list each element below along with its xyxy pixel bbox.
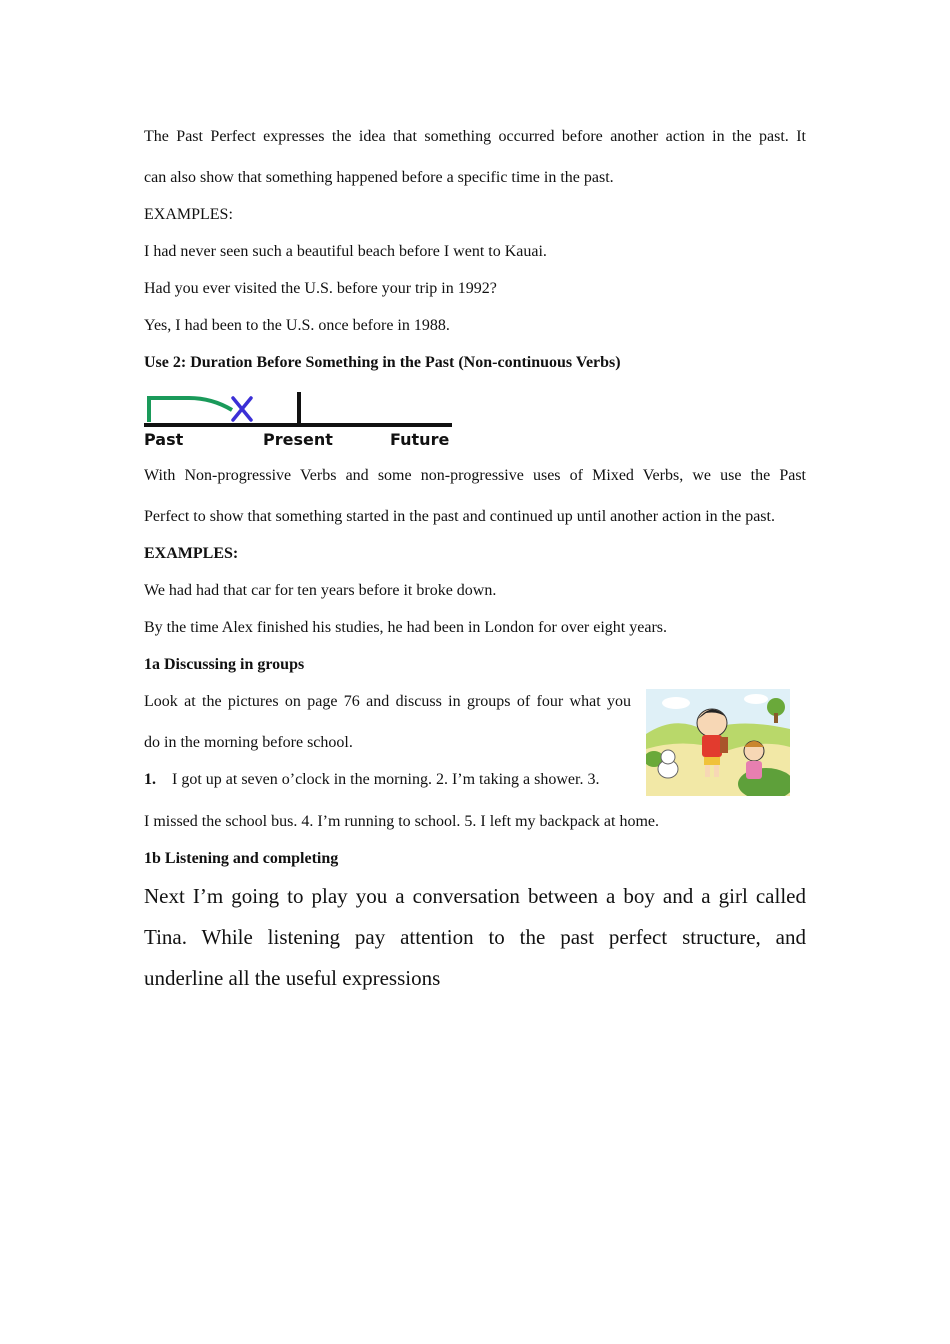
section-1b-line-3: underline all the useful expressions <box>144 966 441 990</box>
section-1a-list-line-2: I missed the school bus. 4. I’m running to school. 5. I left my backpack at home. <box>144 813 660 830</box>
example-sentence: I had never seen such a beautiful beach before I went to Kauai. <box>144 243 547 260</box>
intro-line-2: can also show that something happened before a specific time in the past. <box>144 169 614 186</box>
use2-text-line-1: With Non-progressive Verbs and some non-progressive uses of Mixed Verbs, we use the Past <box>144 467 806 484</box>
use2-heading: Use 2: Duration Before Something in the Past (Non-continuous Verbs) <box>144 354 621 371</box>
examples-heading: EXAMPLES: <box>144 206 233 223</box>
timeline-label-present: Present <box>263 430 333 448</box>
example-sentence: We had had that car for ten years before it broke down. <box>144 582 497 599</box>
section-1a-list-line-1 <box>144 770 631 790</box>
section-1b-line-1: Next I’m going to play you a conversation between a boy and a girl called <box>144 884 806 908</box>
use2-text-line-2: Perfect to show that something started in the past and continued up until another action in the past. <box>144 508 775 525</box>
timeline-diagram <box>144 390 456 448</box>
timeline-arc <box>149 398 232 422</box>
section-1b-line-2: Tina. While listening pay attention to the past perfect structure, and <box>144 925 806 949</box>
example-sentence: Had you ever visited the U.S. before your trip in 1992? <box>144 280 497 297</box>
cartoon-illustration <box>646 689 790 796</box>
examples-heading-bold: EXAMPLES: <box>144 545 239 562</box>
section-1a-heading: 1a Discussing in groups <box>144 656 305 673</box>
section-1b-heading: 1b Listening and completing <box>144 850 339 867</box>
list-text: I got up at seven o’clock in the morning. 2. I’m taking a shower. 3. <box>172 771 600 788</box>
example-sentence: By the time Alex finished his studies, he had been in London for over eight years. <box>144 619 667 636</box>
example-sentence: Yes, I had been to the U.S. once before in 1988. <box>144 317 450 334</box>
timeline-label-past: Past <box>144 430 184 448</box>
intro-line-1: The Past Perfect expresses the idea that something occurred before another action in the past. It <box>144 128 806 145</box>
section-1a-line-2: do in the morning before school. <box>144 734 353 751</box>
timeline-label-future: Future <box>390 430 450 448</box>
section-1a-line-1: Look at the pictures on page 76 and discuss in groups of four what you <box>144 693 631 710</box>
timeline-event-cross <box>233 398 251 420</box>
list-number: 1. <box>144 771 156 788</box>
